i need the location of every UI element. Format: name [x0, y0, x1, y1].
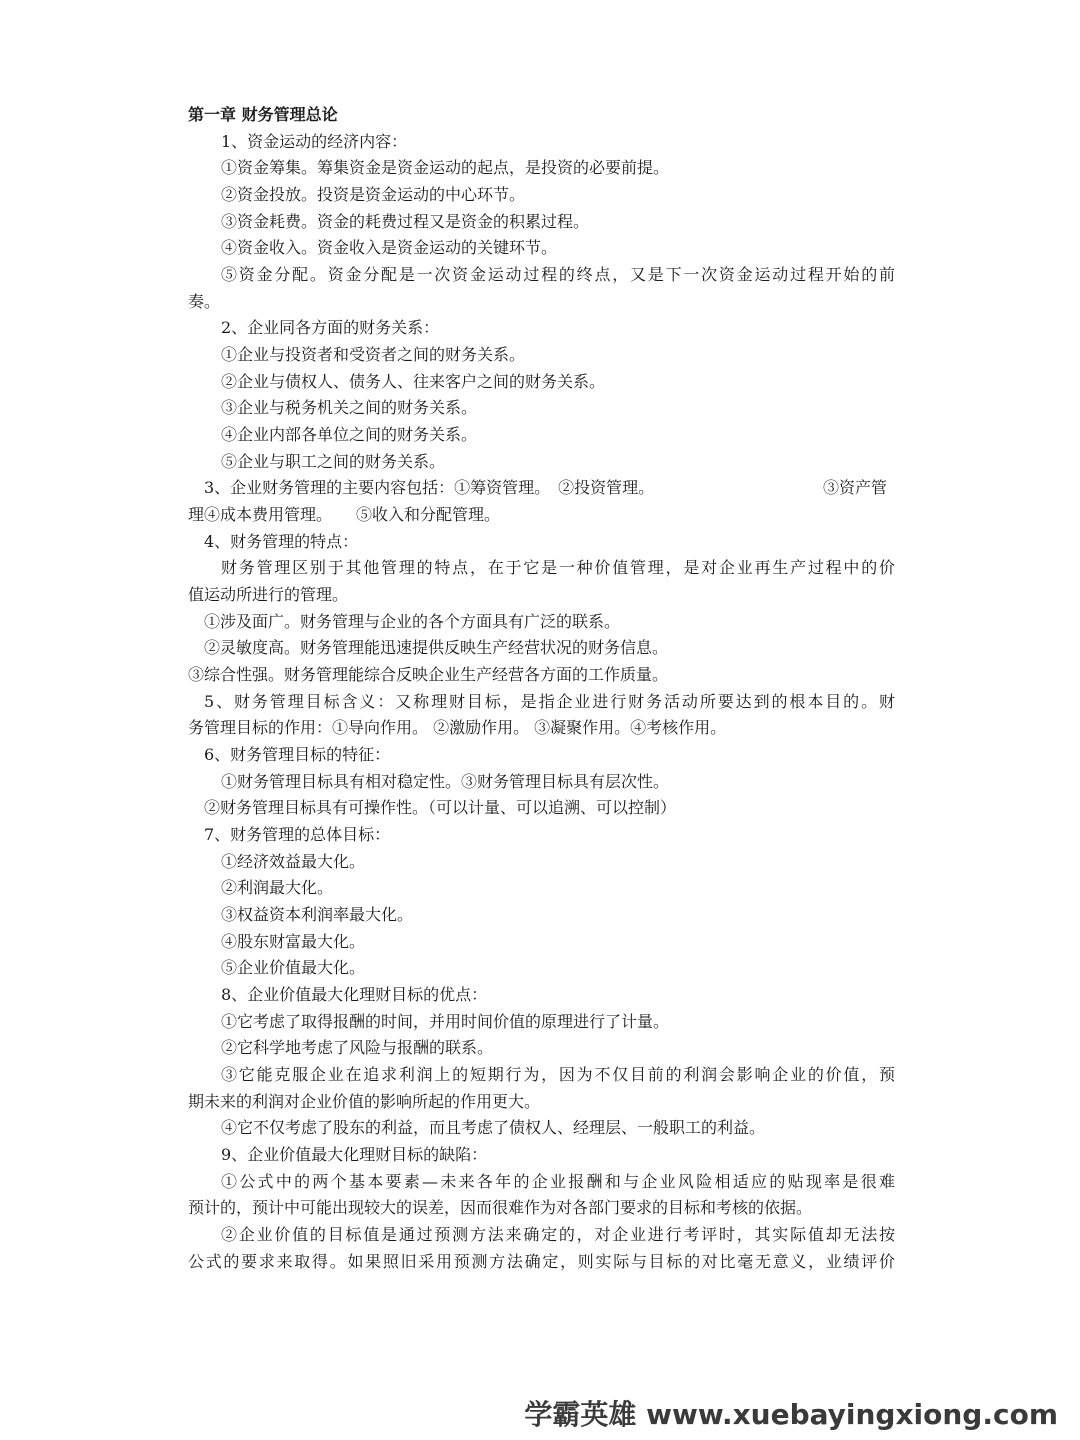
text-line: ④股东财富最大化。: [221, 932, 366, 951]
text-line: ③权益资本利润率最大化。: [221, 905, 414, 924]
text-line: ②资金投放。投资是资金运动的中心环节。: [221, 185, 526, 204]
text-line: ②它科学地考虑了风险与报酬的联系。: [221, 1038, 494, 1057]
text-line: ②企业价值的目标值是通过预测方法来确定的，对企业进行考评时，其实际值却无法按: [221, 1225, 895, 1244]
watermark-footer: 学霸英雄 www.xuebayingxiong.com: [524, 1398, 1058, 1431]
text-line: ③资产管: [823, 478, 888, 497]
text-line: ①公式中的两个基本要素—未来各年的企业报酬和与企业风险相适应的贴现率是很难: [221, 1172, 895, 1191]
text-line: 财务管理区别于其他管理的特点，在于它是一种价值管理，是对企业再生产过程中的价: [221, 558, 895, 577]
text-line: 务管理目标的作用：①导向作用。 ②激励作用。 ③凝聚作用。④考核作用。: [188, 718, 727, 737]
text-line: 5、财务管理目标含义：又称理财目标，是指企业进行财务活动所要达到的根本目的。财: [204, 692, 895, 711]
text-line: ①企业与投资者和受资者之间的财务关系。: [221, 345, 526, 364]
text-line: ②利润最大化。: [221, 878, 334, 897]
text-line: ②财务管理目标具有可操作性。（可以计量、可以追溯、可以控制）: [204, 798, 677, 817]
text-line: ③它能克服企业在追求利润上的短期行为，因为不仅目前的利润会影响企业的价值，预: [221, 1065, 895, 1084]
text-line: 预计的，预计中可能出现较大的误差，因而很难作为对各部门要求的目标和考核的依据。: [188, 1198, 813, 1217]
text-line: 3、企业财务管理的主要内容包括：①筹资管理。 ②投资管理。: [204, 478, 655, 497]
text-line: 8、企业价值最大化理财目标的优点：: [221, 985, 488, 1004]
text-line: 2、企业同各方面的财务关系：: [221, 318, 440, 337]
text-line: 值运动所进行的管理。: [188, 585, 349, 604]
text-line: 奏。: [188, 292, 221, 311]
text-line: 7、财务管理的总体目标：: [204, 825, 391, 844]
text-line: ⑤企业与职工之间的财务关系。: [221, 452, 446, 471]
text-line: ④它不仅考虑了股东的利益，而且考虑了债权人、经理层、一般职工的利益。: [221, 1118, 766, 1137]
text-line: 理④成本费用管理。 ⑤收入和分配管理。: [188, 505, 501, 524]
text-line: 1、资金运动的经济内容：: [221, 132, 408, 151]
text-line: ⑤企业价值最大化。: [221, 958, 366, 977]
text-line: 6、财务管理目标的特征：: [204, 745, 391, 764]
text-line: ①涉及面广。财务管理与企业的各个方面具有广泛的联系。: [204, 612, 621, 631]
text-line: ①经济效益最大化。: [221, 852, 366, 871]
text-line: ③资金耗费。资金的耗费过程又是资金的积累过程。: [221, 212, 590, 231]
text-line: 公式的要求来取得。如果照旧采用预测方法确定，则实际与目标的对比毫无意义，业绩评价: [188, 1252, 895, 1271]
text-line: ②灵敏度高。财务管理能迅速提供反映生产经营状况的财务信息。: [204, 638, 669, 657]
text-line: ④企业内部各单位之间的财务关系。: [221, 425, 478, 444]
text-line: ①它考虑了取得报酬的时间，并用时间价值的原理进行了计量。: [221, 1012, 670, 1031]
text-line: 4、财务管理的特点：: [204, 532, 359, 551]
text-line: ④资金收入。资金收入是资金运动的关键环节。: [221, 238, 558, 257]
text-line: ①财务管理目标具有相对稳定性。③财务管理目标具有层次性。: [221, 772, 670, 791]
text-line: 9、企业价值最大化理财目标的缺陷：: [221, 1145, 488, 1164]
text-line: ③综合性强。财务管理能综合反映企业生产经营各方面的工作质量。: [188, 665, 669, 684]
text-line: ③企业与税务机关之间的财务关系。: [221, 398, 478, 417]
text-line: ②企业与债权人、债务人、往来客户之间的财务关系。: [221, 372, 606, 391]
text-line: ①资金筹集。筹集资金是资金运动的起点，是投资的必要前提。: [221, 158, 670, 177]
text-line: 期未来的利润对企业价值的影响所起的作用更大。: [188, 1092, 541, 1111]
chapter-title: 第一章 财务管理总论: [188, 105, 338, 124]
text-line: ⑤资金分配。资金分配是一次资金运动过程的终点，又是下一次资金运动过程开始的前: [221, 265, 895, 284]
